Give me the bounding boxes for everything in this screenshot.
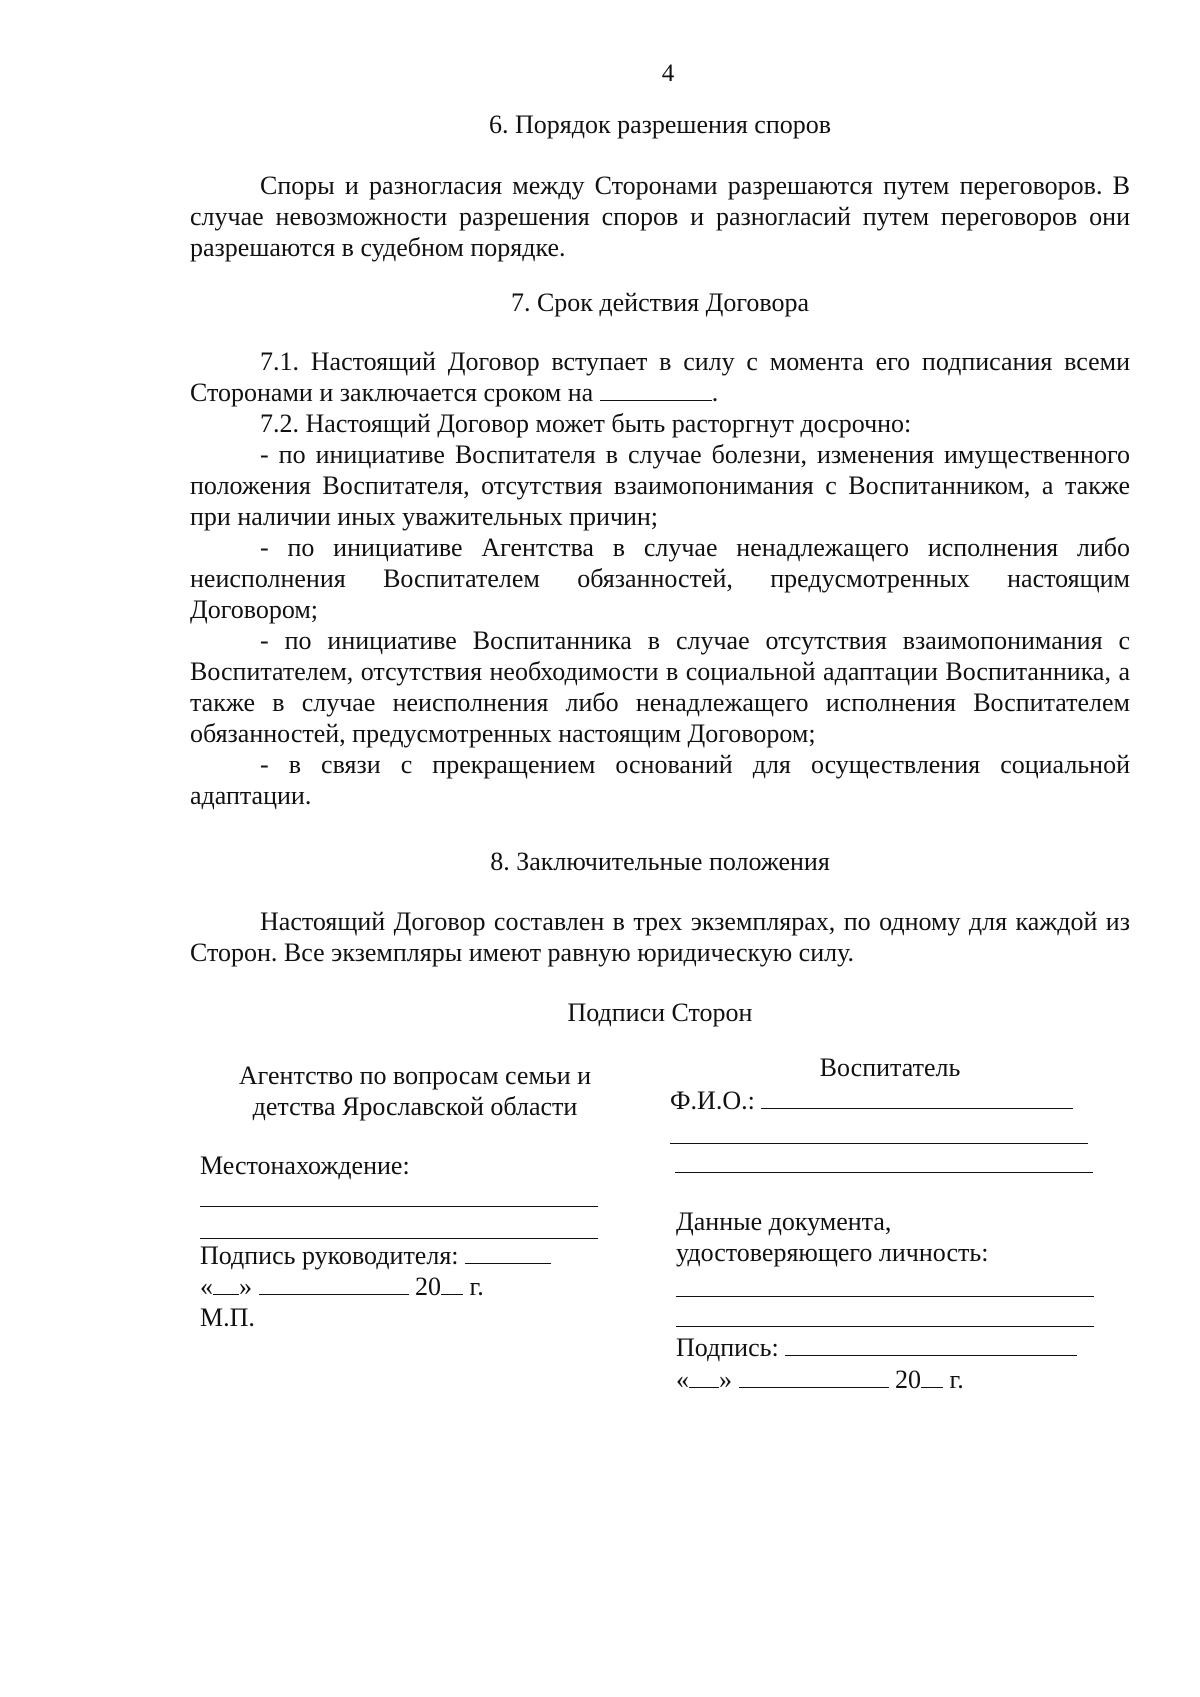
section7-bullet-1: - по инициативе Воспитателя в случае болезни, изменения имущественного положения Воспитателя, отсутствия взаимопонимания с Воспитанником, а также при наличии иных уважительных причин; (190, 440, 1130, 531)
agency-stamp-label: М.П. (200, 1303, 255, 1332)
educator-date-row (676, 1364, 964, 1396)
agency-date-suffix: г. (469, 1272, 484, 1301)
agency-date-close: » (239, 1272, 252, 1301)
educator-fio-line-3 (675, 1172, 1093, 1173)
agency-head-signature-label: Подпись руководителя: (200, 1241, 459, 1270)
section7-bullet-2: - по инициативе Агентства в случае ненадлежащего исполнения либо неисполнения Воспитателем обязанностей, предусмотренных настоящим Договором; (190, 533, 1130, 624)
educator-fio-label: Ф.И.О.: (670, 1086, 755, 1115)
educator-signature-label: Подпись: (676, 1333, 779, 1362)
educator-date-year: 20 (895, 1365, 921, 1394)
section7-p1-text: 7.1. Настоящий Договор вступает в силу с момента его подписания всеми Сторонами и заключается сроком на (190, 347, 1130, 407)
educator-date-close: » (719, 1365, 732, 1394)
page-number: 4 (661, 60, 675, 87)
section7-p1 (190, 346, 1130, 408)
educator-fio-line-2 (670, 1143, 1088, 1144)
agency-name-line2: детства Ярославской области (252, 1092, 578, 1121)
agency-date-month-line (259, 1294, 409, 1295)
section7-bullet-3: - по инициативе Воспитанника в случае отсутствия взаимопонимания с Воспитателем, отсутствия необходимости в социальной адаптации Воспитанника, а также в случае неисполнения либо ненадлежащего исполнения Воспитателем обязанностей, предусмотренных настоящим Договором; (190, 626, 1130, 748)
section6-text (190, 170, 1130, 263)
educator-fio-row (670, 1085, 1073, 1117)
agency-date-year-line (441, 1294, 463, 1295)
educator-signature-row (676, 1332, 1077, 1364)
agency-location-line-1 (200, 1206, 598, 1207)
educator-date-month-line (739, 1387, 889, 1388)
section7-bullet-4: - в связи с прекращением оснований для осуществления социальной адаптации. (190, 750, 1130, 810)
educator-title: Воспитатель (819, 1053, 961, 1082)
section8-text (190, 906, 1130, 968)
section7-heading: 7. Срок действия Договора (510, 288, 810, 317)
section7-p2: 7.2. Настоящий Договор может быть расторгнут досрочно: (260, 409, 912, 438)
agency-location-line-2 (200, 1238, 598, 1239)
agency-location-label: Местонахождение: (200, 1151, 410, 1180)
agency-date-year: 20 (415, 1272, 441, 1301)
educator-document-label-2: удостоверяющего личность: (676, 1238, 989, 1267)
agency-name-line1: Агентство по вопросам семьи и (238, 1061, 592, 1090)
agency-date-open: « (200, 1272, 213, 1301)
signatures-heading: Подписи Сторон (567, 998, 753, 1027)
educator-date-open: « (676, 1365, 689, 1394)
section8-heading: 8. Заключительные положения (490, 847, 830, 876)
educator-date-suffix: г. (949, 1365, 964, 1394)
section7-p1-end: . (711, 378, 719, 407)
agency-date-row (200, 1271, 484, 1303)
section7-text (190, 346, 1130, 811)
educator-signature-line (785, 1355, 1077, 1356)
agency-date-day-line (213, 1294, 239, 1295)
educator-date-day-line (689, 1387, 719, 1388)
educator-document-line-1 (676, 1296, 1094, 1297)
section6-paragraph: Споры и разногласия между Сторонами разрешаются путем переговоров. В случае невозможности разрешения споров и разногласий путем переговоров они разрешаются в судебном порядке. (190, 171, 1130, 262)
agency-head-signature-line (465, 1263, 551, 1264)
term-blank-line (600, 400, 712, 401)
educator-date-year-line (921, 1387, 943, 1388)
educator-fio-line (761, 1108, 1073, 1109)
educator-document-label-1: Данные документа, (676, 1207, 892, 1236)
agency-head-signature-row (200, 1240, 551, 1272)
educator-document-line-2 (676, 1326, 1094, 1327)
section6-heading: 6. Порядок разрешения споров (488, 110, 832, 139)
section8-paragraph: Настоящий Договор составлен в трех экземплярах, по одному для каждой из Сторон. Все экземпляры имеют равную юридическую силу. (190, 907, 1130, 967)
